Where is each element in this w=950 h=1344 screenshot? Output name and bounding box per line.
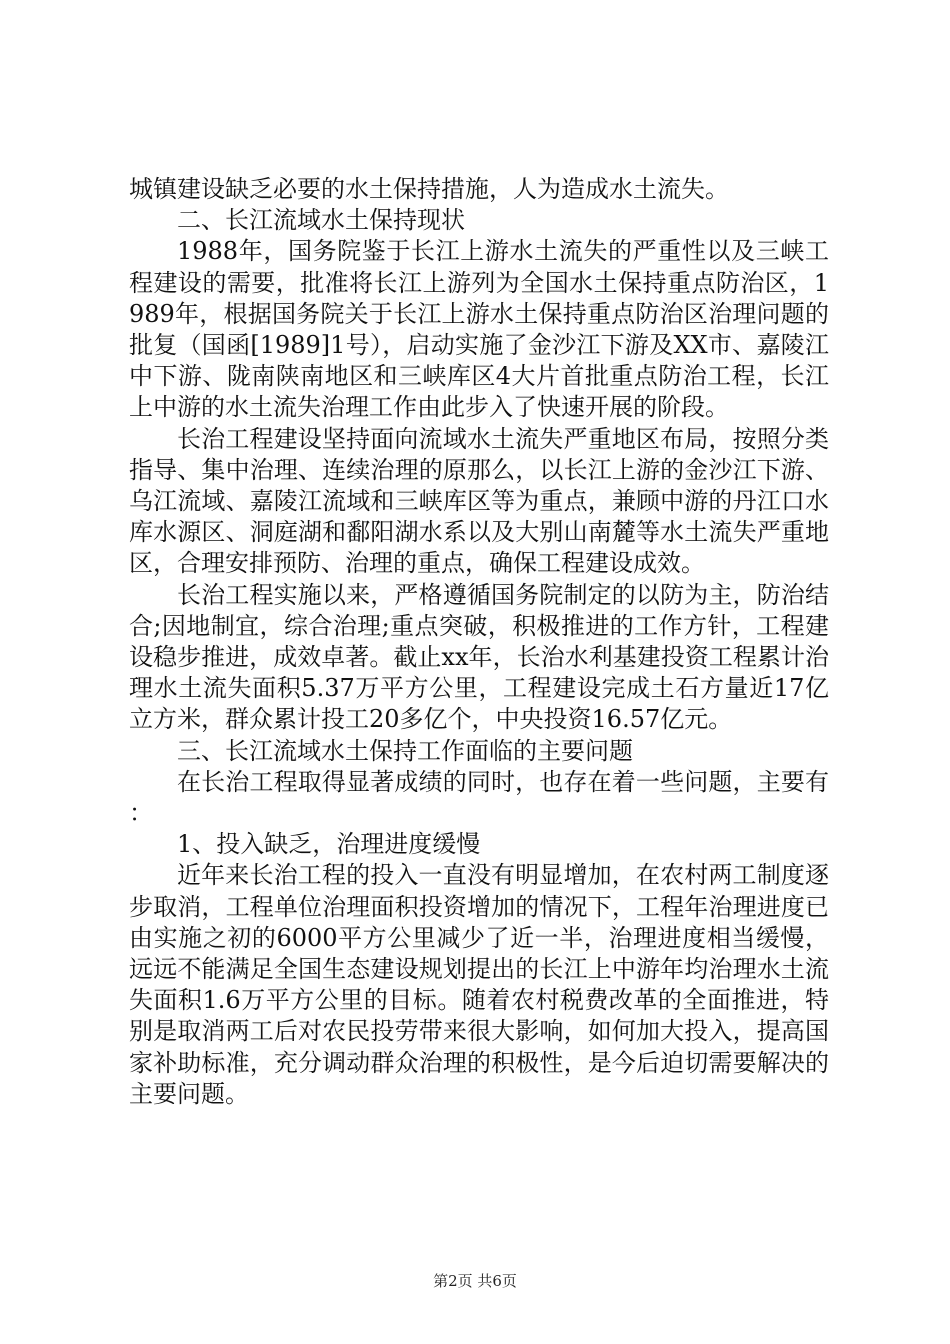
paragraph-history: 1988年，国务院鉴于长江上游水土流失的严重性以及三峡工程建设的需要，批准将长江上游列为全国水土保持重点防治区，1989年，根据国务院关于长江上游水土保持重点防治区治理问题的批复（国函[1989]1号），启动实施了金沙江下游及XX市、嘉陵江中下游、陇南陕南地区和三峡库区4大片首批重点防治工程，长江上中游的水土流失治理工作由此步入了快速开展的阶段。 bbox=[129, 237, 829, 422]
paragraph-achievements: 长治工程实施以来，严格遵循国务院制定的以防为主，防治结合;因地制宜，综合治理;重点突破，积极推进的工作方针，工程建设稳步推进，成效卓著。截止xx年，长治水利基建投资工程累计治理水土流失面积5.37万平方公里，工程建设完成土石方量近17亿立方米，群众累计投工20多亿个，中央投资16.57亿元。 bbox=[129, 580, 829, 734]
paragraph-continuation: 城镇建设缺乏必要的水土保持措施，人为造成水土流失。 bbox=[129, 175, 729, 203]
page-number: 第2页 共6页 bbox=[433, 1272, 517, 1290]
section-heading-3: 三、长江流域水土保持工作面临的主要问题 bbox=[177, 736, 633, 765]
paragraph-investment: 近年来长治工程的投入一直没有明显增加，在农村两工制度逐步取消，工程单位治理面积投资增加的情况下，工程年治理进度已由实施之初的6000平方公里减少了近一半，治理进度相当缓慢，远远不能满足全国生态建设规划提出的长江上中游年均治理水土流失面积1.6万平方公里的目标。随着农村税费改革的全面推进，特别是取消两工后对农民投劳带来很大影响，如何加大投入，提高国家补助标准，充分调动群众治理的积极性，是今后迫切需要解决的主要问题。 bbox=[129, 861, 829, 1108]
paragraph-layout: 长治工程建设坚持面向流域水土流失严重地区布局，按照分类指导、集中治理、连续治理的原那么，以长江上游的金沙江下游、乌江流域、嘉陵江流域和三峡库区等为重点，兼顾中游的丹江口水库水源区、洞庭湖和鄱阳湖水系以及大别山南麓等水土流失严重地区，合理安排预防、治理的重点，确保工程建设成效。 bbox=[129, 424, 829, 578]
document-body bbox=[129, 174, 829, 1110]
paragraph-problems-intro: 在长治工程取得显著成绩的同时，也存在着一些问题，主要有： bbox=[129, 767, 829, 828]
subheading-1: 1、投入缺乏，治理进度缓慢 bbox=[177, 830, 481, 859]
section-heading-2: 二、长江流域水土保持现状 bbox=[177, 206, 465, 235]
